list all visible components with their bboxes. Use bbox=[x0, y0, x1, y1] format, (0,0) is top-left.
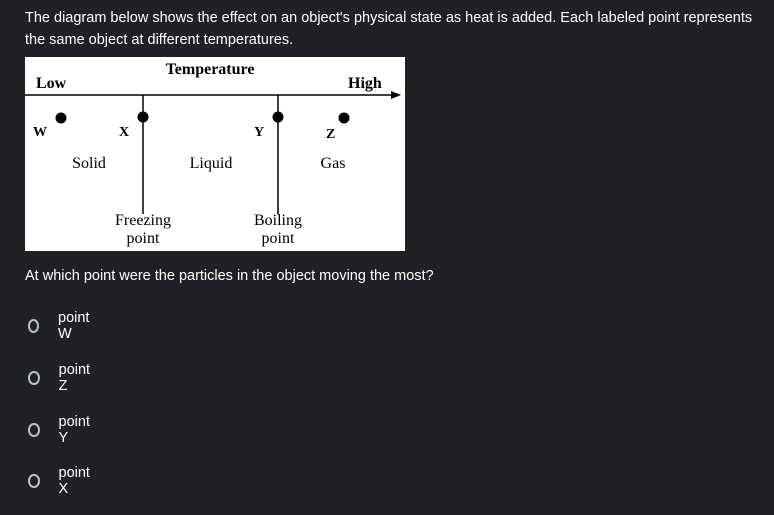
question-prompt: At which point were the particles in the object moving the most? bbox=[25, 268, 434, 284]
radio-button-icon[interactable] bbox=[28, 371, 40, 385]
point-x-dot bbox=[138, 112, 149, 123]
freezing-label-line2: point bbox=[126, 230, 160, 247]
states-of-matter-diagram bbox=[25, 57, 405, 251]
diagram-svg bbox=[25, 57, 405, 251]
option-point-x[interactable] bbox=[25, 464, 92, 498]
point-w-dot bbox=[56, 113, 67, 124]
boiling-label-line1: Boiling bbox=[253, 212, 303, 229]
option-label: point Y bbox=[58, 414, 90, 446]
option-point-w[interactable] bbox=[25, 309, 92, 343]
gas-label: Gas bbox=[320, 155, 346, 172]
option-label: point X bbox=[58, 465, 90, 497]
radio-button-icon[interactable] bbox=[28, 474, 40, 488]
point-y-dot bbox=[273, 112, 284, 123]
point-x-label: X bbox=[119, 125, 130, 140]
question-text: The diagram below shows the effect on an object's physical state as heat is added. Each labeled point represents the same object at different temperatures. bbox=[25, 10, 753, 48]
radio-button-icon[interactable] bbox=[28, 319, 39, 333]
axis-arrowhead bbox=[391, 91, 401, 99]
option-point-z[interactable] bbox=[25, 361, 92, 395]
option-label: point W bbox=[58, 310, 90, 342]
point-z-label: Z bbox=[326, 127, 336, 142]
solid-label: Solid bbox=[72, 155, 106, 172]
freezing-label-line1: Freezing bbox=[115, 212, 171, 229]
boiling-label-line2: point bbox=[261, 230, 295, 247]
option-label: point Z bbox=[58, 362, 91, 394]
point-y-label: Y bbox=[254, 125, 265, 140]
radio-button-icon[interactable] bbox=[28, 423, 40, 437]
point-w-label: W bbox=[33, 125, 47, 140]
point-z-dot bbox=[339, 113, 350, 124]
liquid-label: Liquid bbox=[189, 155, 233, 172]
temperature-title: Temperature bbox=[165, 61, 255, 78]
option-point-y[interactable] bbox=[25, 413, 92, 447]
low-label: Low bbox=[36, 75, 67, 92]
high-label: High bbox=[348, 75, 382, 92]
